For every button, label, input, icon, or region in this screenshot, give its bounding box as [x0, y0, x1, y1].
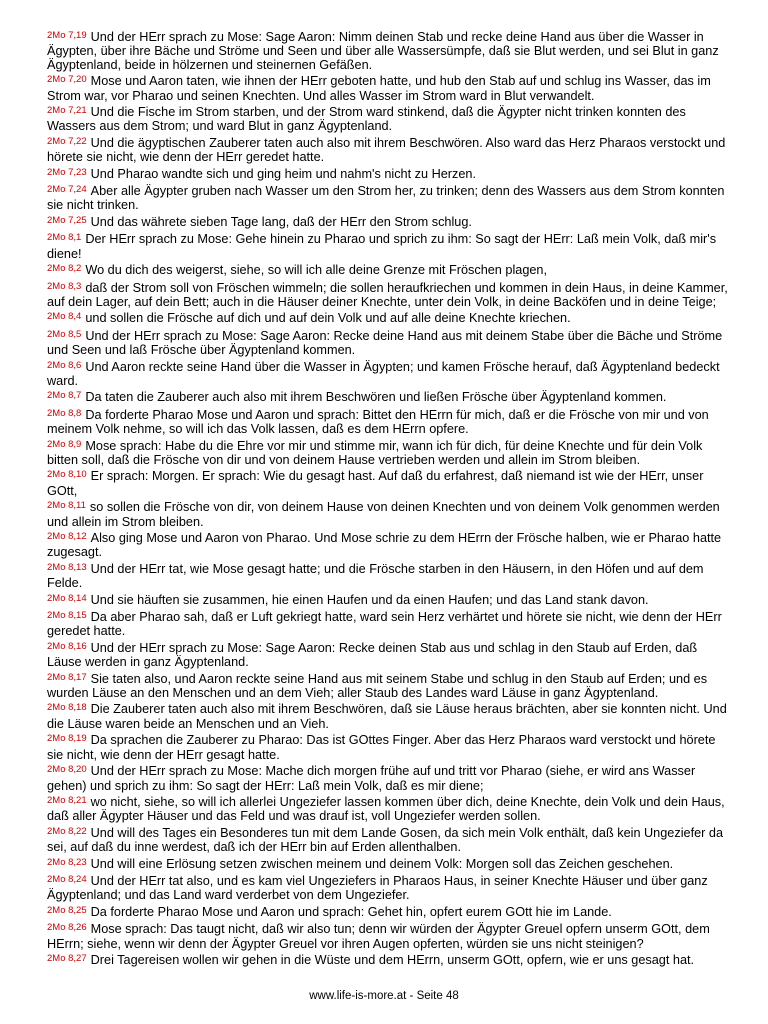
verse-reference: 2Mo 7,19: [47, 30, 87, 41]
verse: [47, 906, 732, 920]
verse: [47, 532, 732, 560]
verse: [47, 470, 732, 498]
verse: [47, 312, 732, 326]
verse-reference: 2Mo 8,10: [47, 469, 87, 481]
verse-reference: 2Mo 8,16: [47, 640, 87, 652]
verse-reference: 2Mo 7,20: [47, 74, 87, 86]
verse-text: Und will eine Erlösung setzen zwischen meinem und deinem Volk: Morgen soll das Zeichen geschehen.: [90, 856, 674, 871]
verse-reference: 2Mo 8,8: [47, 407, 82, 419]
verse-reference: 2Mo 8,1: [47, 232, 82, 244]
verse-text: Und will des Tages ein Besonderes tun mit dem Lande Gosen, da sich mein Volk enthält, daß kein Ungeziefer da sei, auf daß du inne werdest, daß ich der HErr bin auf Erden allenthalben.: [47, 825, 724, 855]
verse-text: wo nicht, siehe, so will ich allerlei Ungeziefer lassen kommen über dich, deine Knechte, dein Volk und dein Haus, daß aller Ägypter Häuser und das Feld und was drauf ist, voll Ungeziefer werden sollen.: [47, 794, 725, 824]
page-footer: www.life-is-more.at - Seite 48: [309, 990, 459, 1002]
verse-text: Also ging Mose und Aaron von Pharao. Und Mose schrie zu dem HErrn der Frösche halben, wie er Pharao hatte zugesagt.: [47, 531, 722, 560]
verse-reference: 2Mo 7,25: [47, 214, 87, 226]
verse-text: und sollen die Frösche auf dich und auf dein Volk und auf alle deine Knechte kriechen.: [85, 311, 571, 326]
verse-text: Der HErr sprach zu Mose: Gehe hinein zu Pharao und sprich zu ihm: So sagt der HErr: Laß mein Volk, daß mir's diene!: [47, 232, 717, 261]
verse-reference: 2Mo 8,5: [47, 328, 82, 340]
verse: [47, 137, 732, 165]
verse-reference: 2Mo 8,26: [47, 922, 87, 934]
verse-text: Und das währete sieben Tage lang, daß der HErr den Strom schlug.: [90, 214, 472, 229]
verse: [47, 594, 732, 608]
verse-text: Und der HErr tat also, und es kam viel Ungeziefers in Pharaos Haus, in seiner Knechte Häuser und über ganz Ägyptenland; und das Land ward verderbet von dem Ungeziefer.: [47, 873, 708, 903]
verse-text: Und der HErr tat, wie Mose gesagt hatte; und die Frösche starben in den Häusern, in den Höfen und auf dem Felde.: [47, 561, 704, 591]
verse-text: Und der HErr sprach zu Mose: Sage Aaron: Recke deine Hand aus mit deinem Stabe über die Bäche und Ströme und Seen und laß Frösche über Ägyptenland kommen.: [47, 328, 723, 358]
verse-text: Und der HErr sprach zu Mose: Mache dich morgen frühe auf und tritt vor Pharao (siehe, er wird ans Wasser gehen) und sprich zu ihm: So sagt der HErr: Laß mein Volk, daß es mir diene;: [47, 764, 696, 793]
verse-list: [47, 31, 732, 971]
verse-text: Da forderte Pharao Mose und Aaron und sprach: Bittet den HErrn für mich, daß er die Frösche von mir und von meinem Volk nehme, so will ich das Volk lassen, daß es dem HErrn opfere.: [47, 407, 709, 437]
verse-text: Wo du dich des weigerst, siehe, so will ich alle deine Grenze mit Fröschen plagen,: [85, 263, 548, 278]
verse: [47, 673, 732, 701]
verse-reference: 2Mo 8,4: [47, 311, 82, 323]
verse: [47, 858, 732, 872]
verse-reference: 2Mo 8,13: [47, 561, 87, 573]
verse-reference: 2Mo 8,14: [47, 592, 87, 604]
verse-text: Da forderte Pharao Mose und Aaron und sprach: Gehet hin, opfert eurem GOtt hie im Lande.: [90, 904, 612, 919]
verse-text: Mose und Aaron taten, wie ihnen der HErr geboten hatte, und hub den Stab auf und schlug ins Wasser, das im Strom war, vor Pharao und seinen Knechten. Und alles Wasser im Strom ward in Blut verwandelt.: [47, 74, 711, 103]
verse: [47, 216, 732, 230]
verse-reference: 2Mo 8,19: [47, 733, 87, 745]
verse: [47, 796, 732, 824]
verse-text: Und Aaron reckte seine Hand über die Wasser in Ägypten; und kamen Frösche herauf, daß Ägyptenland bedeckt ward.: [47, 359, 720, 388]
verse-text: Und die ägyptischen Zauberer taten auch also mit ihrem Beschwören. Also ward das Herz Pharaos verstockt und hörete sie nicht, wie denn der HErr geredet hatte.: [47, 135, 726, 165]
verse: [47, 31, 732, 72]
verse: [47, 168, 732, 182]
verse: [47, 106, 732, 134]
verse-reference: 2Mo 8,3: [47, 280, 82, 292]
verse-reference: 2Mo 8,18: [47, 702, 87, 714]
verse-text: Und der HErr sprach zu Mose: Sage Aaron: Nimm deinen Stab und recke deine Hand aus über die Wasser in Ägypten, über ihre Bäche und Ströme und Seen und über alle Wassersümpfe, daß sie Blut werden, und sei Blut in ganz Ägyptenland, beide in hölzernen und steinernen Gefäßen.: [47, 30, 719, 72]
verse-reference: 2Mo 8,2: [47, 263, 82, 275]
verse-text: Er sprach: Morgen. Er sprach: Wie du gesagt hast. Auf daß du erfahrest, daß niemand ist wie der HErr, unser GOtt,: [47, 469, 704, 498]
verse-reference: 2Mo 8,27: [47, 952, 87, 964]
verse-reference: 2Mo 8,7: [47, 390, 82, 402]
verse-text: Mose sprach: Das taugt nicht, daß wir also tun; denn wir würden der Ägypter Greuel opfern unserm GOtt, dem HErrn; siehe, wenn wir denn der Ägypter Greuel vor ihren Augen opferten, würden sie uns nicht steinigen?: [47, 922, 710, 951]
verse-reference: 2Mo 8,9: [47, 438, 82, 450]
verse-reference: 2Mo 8,6: [47, 359, 82, 371]
verse-reference: 2Mo 8,23: [47, 856, 87, 868]
verse-text: Und Pharao wandte sich und ging heim und nahm's nicht zu Herzen.: [90, 166, 477, 181]
verse-reference: 2Mo 8,11: [47, 500, 86, 512]
verse-reference: 2Mo 7,21: [47, 105, 87, 117]
verse-reference: 2Mo 8,21: [47, 794, 87, 806]
verse: [47, 501, 732, 529]
verse-reference: 2Mo 8,22: [47, 825, 87, 837]
verse-text: Aber alle Ägypter gruben nach Wasser um den Strom her, zu trinken; denn des Wassers aus dem Strom konnten sie nicht trinken.: [47, 184, 725, 213]
verse: [47, 391, 732, 405]
verse: [47, 703, 732, 731]
verse: [47, 734, 732, 762]
verse-text: Drei Tagereisen wollen wir gehen in die Wüste und dem HErrn, unserm GOtt, opfern, wie er uns gesagt hat.: [90, 952, 695, 967]
verse: [47, 282, 732, 310]
verse-reference: 2Mo 8,12: [47, 531, 87, 542]
verse: [47, 361, 732, 389]
verse: [47, 75, 732, 103]
verse-text: Und die Fische im Strom starben, und der Strom ward stinkend, daß die Ägypter nicht trinken konnten des Wassers aus dem Strom; und ward Blut in ganz Ägyptenland.: [47, 105, 686, 134]
verse-reference: 2Mo 7,24: [47, 184, 87, 196]
verse: [47, 264, 732, 278]
verse: [47, 409, 732, 437]
verse-reference: 2Mo 8,17: [47, 671, 87, 683]
verse-text: Mose sprach: Habe du die Ehre vor mir und stimme mir, wann ich für dich, für deine Knechte und für dein Volk bitten soll, daß die Frösche von dir und von deinem Hause vertrieben werden und allein im Strom bleiben.: [47, 438, 703, 467]
verse: [47, 330, 732, 358]
verse-text: so sollen die Frösche von dir, von deinem Hause von deinen Knechten und von deinem Volk genommen werden und allein im Strom bleiben.: [47, 500, 720, 529]
verse-reference: 2Mo 8,20: [47, 764, 87, 776]
verse-text: Und der HErr sprach zu Mose: Sage Aaron: Recke deinen Stab aus und schlag in den Staub auf Erden, daß Läuse werden in ganz Ägyptenland.: [47, 640, 698, 670]
verse-text: Und sie häuften sie zusammen, hie einen Haufen und da einen Haufen; und das Land stank davon.: [90, 592, 649, 607]
verse-text: Die Zauberer taten auch also mit ihrem Beschwören, daß sie Läuse heraus brächten, aber sie konnten nicht. Und die Läuse waren beide an Menschen und an Vieh.: [47, 702, 727, 731]
verse-text: Da taten die Zauberer auch also mit ihrem Beschwören und ließen Frösche über Ägyptenland kommen.: [85, 390, 667, 405]
verse: [47, 233, 732, 261]
verse: [47, 185, 732, 213]
verse-reference: 2Mo 8,25: [47, 904, 87, 916]
verse-text: Da sprachen die Zauberer zu Pharao: Das ist GOttes Finger. Aber das Herz Pharaos ward verstockt und hörete sie nicht, wie denn der HErr gesagt hatte.: [47, 733, 716, 762]
verse: [47, 954, 732, 968]
verse: [47, 642, 732, 670]
verse: [47, 765, 732, 793]
verse-reference: 2Mo 7,22: [47, 135, 87, 147]
verse-text: Sie taten also, und Aaron reckte seine Hand aus mit seinem Stabe und schlug in den Staub auf Erden; und es wurden Läuse an den Menschen und an dem Vieh; aller Staub des Landes ward Läuse in ganz Ägyptenland.: [47, 671, 708, 701]
verse-text: Da aber Pharao sah, daß er Luft gekriegt hatte, ward sein Herz verhärtet und hörete sie nicht, wie denn der HErr geredet hatte.: [47, 610, 722, 639]
verse-reference: 2Mo 8,15: [47, 610, 87, 622]
verse: [47, 923, 732, 951]
verse: [47, 827, 732, 855]
verse: [47, 440, 732, 468]
verse: [47, 875, 732, 903]
verse-reference: 2Mo 7,23: [47, 166, 87, 178]
verse-text: daß der Strom soll von Fröschen wimmeln; die sollen heraufkriechen und kommen in dein Haus, in deine Kammer, auf dein Lager, auf dein Bett; auch in die Häuser deiner Knechte, unter dein Volk, in deine Backöfen und in deine Teige;: [47, 280, 728, 309]
verse: [47, 563, 732, 591]
verse-reference: 2Mo 8,24: [47, 873, 87, 885]
verse: [47, 611, 732, 639]
